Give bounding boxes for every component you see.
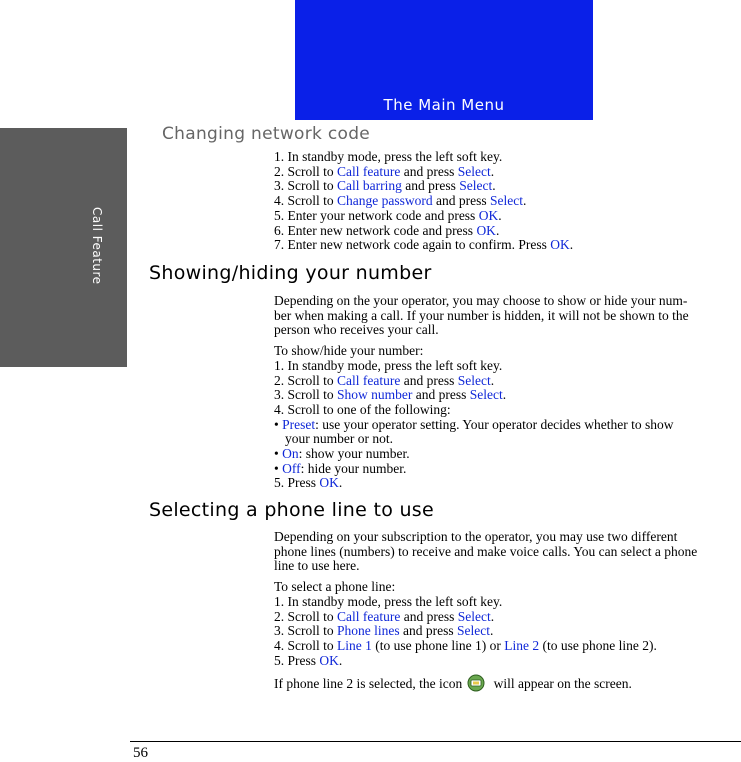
selecting-line-step: 1. In standby mode, press the left soft key.	[274, 593, 503, 609]
showing-hiding-intro-line: ber when making a call. If your number is hidden, it will not be shown to the	[274, 307, 689, 323]
menu-term: Select	[457, 623, 490, 639]
menu-term: Off	[282, 460, 301, 476]
body-showing-hiding-number	[274, 294, 740, 491]
menu-term: Line 1	[337, 637, 372, 653]
menu-term: Select	[457, 372, 491, 388]
menu-term: Phone lines	[337, 623, 400, 639]
page-number: 56	[133, 745, 148, 761]
menu-term: Call feature	[337, 163, 401, 179]
showing-hiding-intro-line: Depending on the your operator, you may choose to show or hide your num-	[274, 293, 688, 308]
showing-hiding-step: 1. In standby mode, press the left soft key.	[274, 357, 503, 373]
showing-hiding-intro-line: person who receives your call.	[274, 322, 439, 338]
showing-hiding-step: 3. Scroll to Show number and press Select.	[274, 387, 507, 403]
showing-hiding-step: • Preset: use your operator setting. Your operator decides whether to show	[274, 416, 674, 432]
changing-code-step: 3. Scroll to Call barring and press Select.	[274, 178, 496, 194]
menu-term: OK	[550, 237, 570, 253]
menu-term: Call feature	[337, 608, 401, 624]
lead-selecting-line: To select a phone line:	[274, 579, 396, 595]
menu-term: Select	[469, 387, 503, 403]
footer-rule	[130, 741, 741, 742]
selecting-line-intro-line: line to use here.	[274, 558, 360, 574]
phone-line-note	[274, 674, 740, 692]
menu-term: Line 2	[504, 637, 540, 653]
chapter-side-tab-label: Call Feature	[90, 207, 104, 285]
lead-showing-hiding: To show/hide your number:	[274, 343, 424, 359]
changing-code-step: 1. In standby mode, press the left soft key.	[274, 149, 503, 164]
menu-term: Call feature	[337, 372, 401, 388]
changing-code-step: 4. Scroll to Change password and press Select.	[274, 193, 527, 209]
showing-hiding-step: • Off: hide your number.	[274, 460, 407, 476]
selecting-line-step: 2. Scroll to Call feature and press Select.	[274, 608, 495, 624]
menu-term: Change password	[337, 193, 433, 209]
menu-term: Select	[457, 163, 491, 179]
changing-code-step: 6. Enter new network code and press OK.	[274, 222, 500, 238]
header-banner	[295, 0, 593, 120]
chapter-side-tab	[0, 128, 127, 367]
selecting-line-step: 3. Scroll to Phone lines and press Select.	[274, 623, 494, 639]
showing-hiding-step: 5. Press OK.	[274, 475, 343, 491]
menu-term: OK	[319, 652, 339, 668]
note-text-before: If phone line 2 is selected, the icon	[274, 676, 463, 692]
selecting-line-intro-line: Depending on your subscription to the operator, you may use two different	[274, 529, 678, 544]
changing-code-step: 5. Enter your network code and press OK.	[274, 207, 502, 223]
menu-term: OK	[476, 222, 496, 238]
menu-term: OK	[319, 475, 339, 491]
menu-term: Show number	[337, 387, 413, 403]
menu-term: Select	[459, 178, 493, 194]
header-title: The Main Menu	[383, 96, 505, 114]
menu-term: Select	[457, 608, 491, 624]
showing-hiding-step: 4. Scroll to one of the following:	[274, 401, 451, 417]
showing-hiding-step: your number or not.	[285, 431, 393, 447]
heading-selecting-phone-line: Selecting a phone line to use	[149, 499, 434, 521]
note-text-after: will appear on the screen.	[490, 676, 632, 692]
body-selecting-phone-line	[274, 530, 740, 692]
menu-term: On	[282, 446, 299, 462]
selecting-line-step: 5. Press OK.	[274, 652, 343, 668]
menu-term: Preset	[282, 416, 316, 432]
changing-code-step: 2. Scroll to Call feature and press Select.	[274, 163, 495, 179]
changing-code-step: 7. Enter new network code again to confirm. Press OK.	[274, 237, 574, 253]
phone-line-2-icon	[465, 674, 487, 692]
steps-changing-network-code	[274, 150, 740, 253]
heading-changing-network-code: Changing network code	[162, 124, 371, 144]
selecting-line-step: 4. Scroll to Line 1 (to use phone line 1) or Line 2 (to use phone line 2).	[274, 637, 657, 653]
selecting-line-intro-line: phone lines (numbers) to receive and make voice calls. You can select a phone	[274, 543, 698, 559]
menu-term: Call barring	[337, 178, 402, 194]
heading-showing-hiding-number: Showing/hiding your number	[149, 262, 432, 284]
showing-hiding-step: • On: show your number.	[274, 446, 410, 462]
menu-term: Select	[489, 193, 523, 209]
showing-hiding-step: 2. Scroll to Call feature and press Select.	[274, 372, 495, 388]
menu-term: OK	[478, 207, 499, 223]
